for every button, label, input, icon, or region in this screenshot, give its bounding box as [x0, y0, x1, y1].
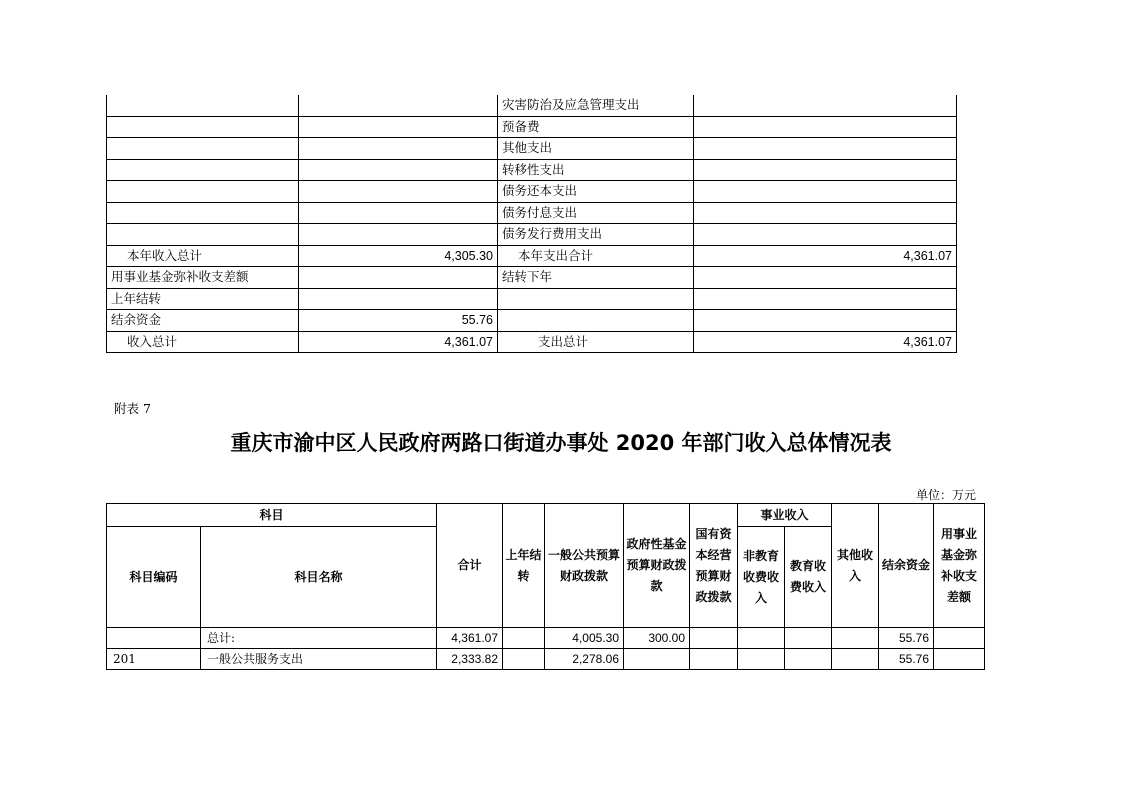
- other-cell: [832, 649, 879, 670]
- header-non-edu-fee: 非教育收费收入: [738, 527, 785, 628]
- income-item: [107, 181, 299, 203]
- expense-item: 其他支出: [498, 138, 694, 160]
- income-amount: 55.76: [299, 310, 498, 332]
- expense-amount: [694, 181, 957, 203]
- table-row: [107, 202, 957, 224]
- expense-amount: [694, 224, 957, 246]
- income-item: 收入总计: [107, 331, 299, 353]
- header-subject: 科目: [107, 504, 437, 527]
- header-total: 合计: [437, 504, 503, 628]
- expense-item: 预备费: [498, 116, 694, 138]
- general-cell: 2,278.06: [545, 649, 624, 670]
- expense-item: 灾害防治及应急管理支出: [498, 95, 694, 116]
- header-code: 科目编码: [107, 527, 201, 628]
- expense-amount: [694, 138, 957, 160]
- header-business-fund: 用事业基金弥补收支差额: [934, 504, 985, 628]
- state-capital-cell: [690, 649, 738, 670]
- edu-cell: [785, 649, 832, 670]
- code-cell: 201: [107, 649, 201, 670]
- income-amount: [299, 267, 498, 289]
- table-row: [107, 181, 957, 203]
- name-cell: 总计:: [201, 628, 437, 649]
- header-last-year: 上年结转: [503, 504, 545, 628]
- state-capital-cell: [690, 628, 738, 649]
- income-item: [107, 202, 299, 224]
- expense-item: 债务付息支出: [498, 202, 694, 224]
- income-item: [107, 116, 299, 138]
- table-row: [107, 138, 957, 160]
- income-amount: [299, 159, 498, 181]
- expense-amount: [694, 95, 957, 116]
- expense-amount: 4,361.07: [694, 331, 957, 353]
- income-item: 本年收入总计: [107, 245, 299, 267]
- expense-item: [498, 288, 694, 310]
- expense-amount: [694, 116, 957, 138]
- expense-amount: [694, 159, 957, 181]
- business-fund-cell: [934, 649, 985, 670]
- header-edu-fee: 教育收费收入: [785, 527, 832, 628]
- header-fund-budget: 政府性基金预算财政拨款: [624, 504, 690, 628]
- table-row: [107, 267, 957, 289]
- table-row: [107, 116, 957, 138]
- income-item: [107, 159, 299, 181]
- expense-item: 本年支出合计: [498, 245, 694, 267]
- department-income-table: [106, 503, 985, 670]
- income-amount: [299, 202, 498, 224]
- other-cell: [832, 628, 879, 649]
- expense-item: [498, 310, 694, 332]
- edu-cell: [785, 628, 832, 649]
- income-amount: [299, 181, 498, 203]
- table-row: [107, 159, 957, 181]
- income-expense-summary-table: [106, 95, 957, 353]
- expense-item: 债务还本支出: [498, 181, 694, 203]
- table-row: [107, 224, 957, 246]
- table-row: [107, 288, 957, 310]
- expense-amount: [694, 267, 957, 289]
- expense-item: 结转下年: [498, 267, 694, 289]
- general-cell: 4,005.30: [545, 628, 624, 649]
- income-amount: 4,361.07: [299, 331, 498, 353]
- name-cell: 一般公共服务支出: [201, 649, 437, 670]
- expense-amount: [694, 288, 957, 310]
- income-amount: [299, 138, 498, 160]
- last-year-cell: [503, 628, 545, 649]
- appendix-label: 附表 7: [114, 401, 151, 416]
- header-name: 科目名称: [201, 527, 437, 628]
- non-edu-cell: [738, 628, 785, 649]
- table-row: [107, 245, 957, 267]
- total-cell: 2,333.82: [437, 649, 503, 670]
- income-item: [107, 224, 299, 246]
- surplus-cell: 55.76: [879, 628, 934, 649]
- income-amount: [299, 116, 498, 138]
- table-row: [107, 310, 957, 332]
- income-item: [107, 95, 299, 116]
- fund-cell: [624, 649, 690, 670]
- expense-item: 支出总计: [498, 331, 694, 353]
- fund-cell: 300.00: [624, 628, 690, 649]
- header-general-budget: 一般公共预算财政拨款: [545, 504, 624, 628]
- code-cell: [107, 628, 201, 649]
- income-amount: [299, 288, 498, 310]
- income-item: [107, 138, 299, 160]
- expense-amount: [694, 202, 957, 224]
- unit-label: 单位：万元: [916, 488, 977, 502]
- page-title: 重庆市渝中区人民政府两路口街道办事处 2020 年部门收入总体情况表: [230, 431, 892, 455]
- header-other-income: 其他收入: [832, 504, 879, 628]
- surplus-cell: 55.76: [879, 649, 934, 670]
- business-fund-cell: [934, 628, 985, 649]
- income-amount: 4,305.30: [299, 245, 498, 267]
- income-item: 用事业基金弥补收支差额: [107, 267, 299, 289]
- expense-item: 转移性支出: [498, 159, 694, 181]
- header-surplus: 结余资金: [879, 504, 934, 628]
- table-row: [107, 331, 957, 353]
- income-amount: [299, 224, 498, 246]
- expense-item: 债务发行费用支出: [498, 224, 694, 246]
- non-edu-cell: [738, 649, 785, 670]
- income-item: 上年结转: [107, 288, 299, 310]
- expense-amount: [694, 310, 957, 332]
- table-row: [107, 649, 985, 670]
- header-business-income: 事业收入: [738, 504, 832, 527]
- header-state-capital: 国有资本经营预算财政拨款: [690, 504, 738, 628]
- income-item: 结余资金: [107, 310, 299, 332]
- expense-amount: 4,361.07: [694, 245, 957, 267]
- last-year-cell: [503, 649, 545, 670]
- table-row: [107, 628, 985, 649]
- income-amount: [299, 95, 498, 116]
- total-cell: 4,361.07: [437, 628, 503, 649]
- table-row: [107, 95, 957, 116]
